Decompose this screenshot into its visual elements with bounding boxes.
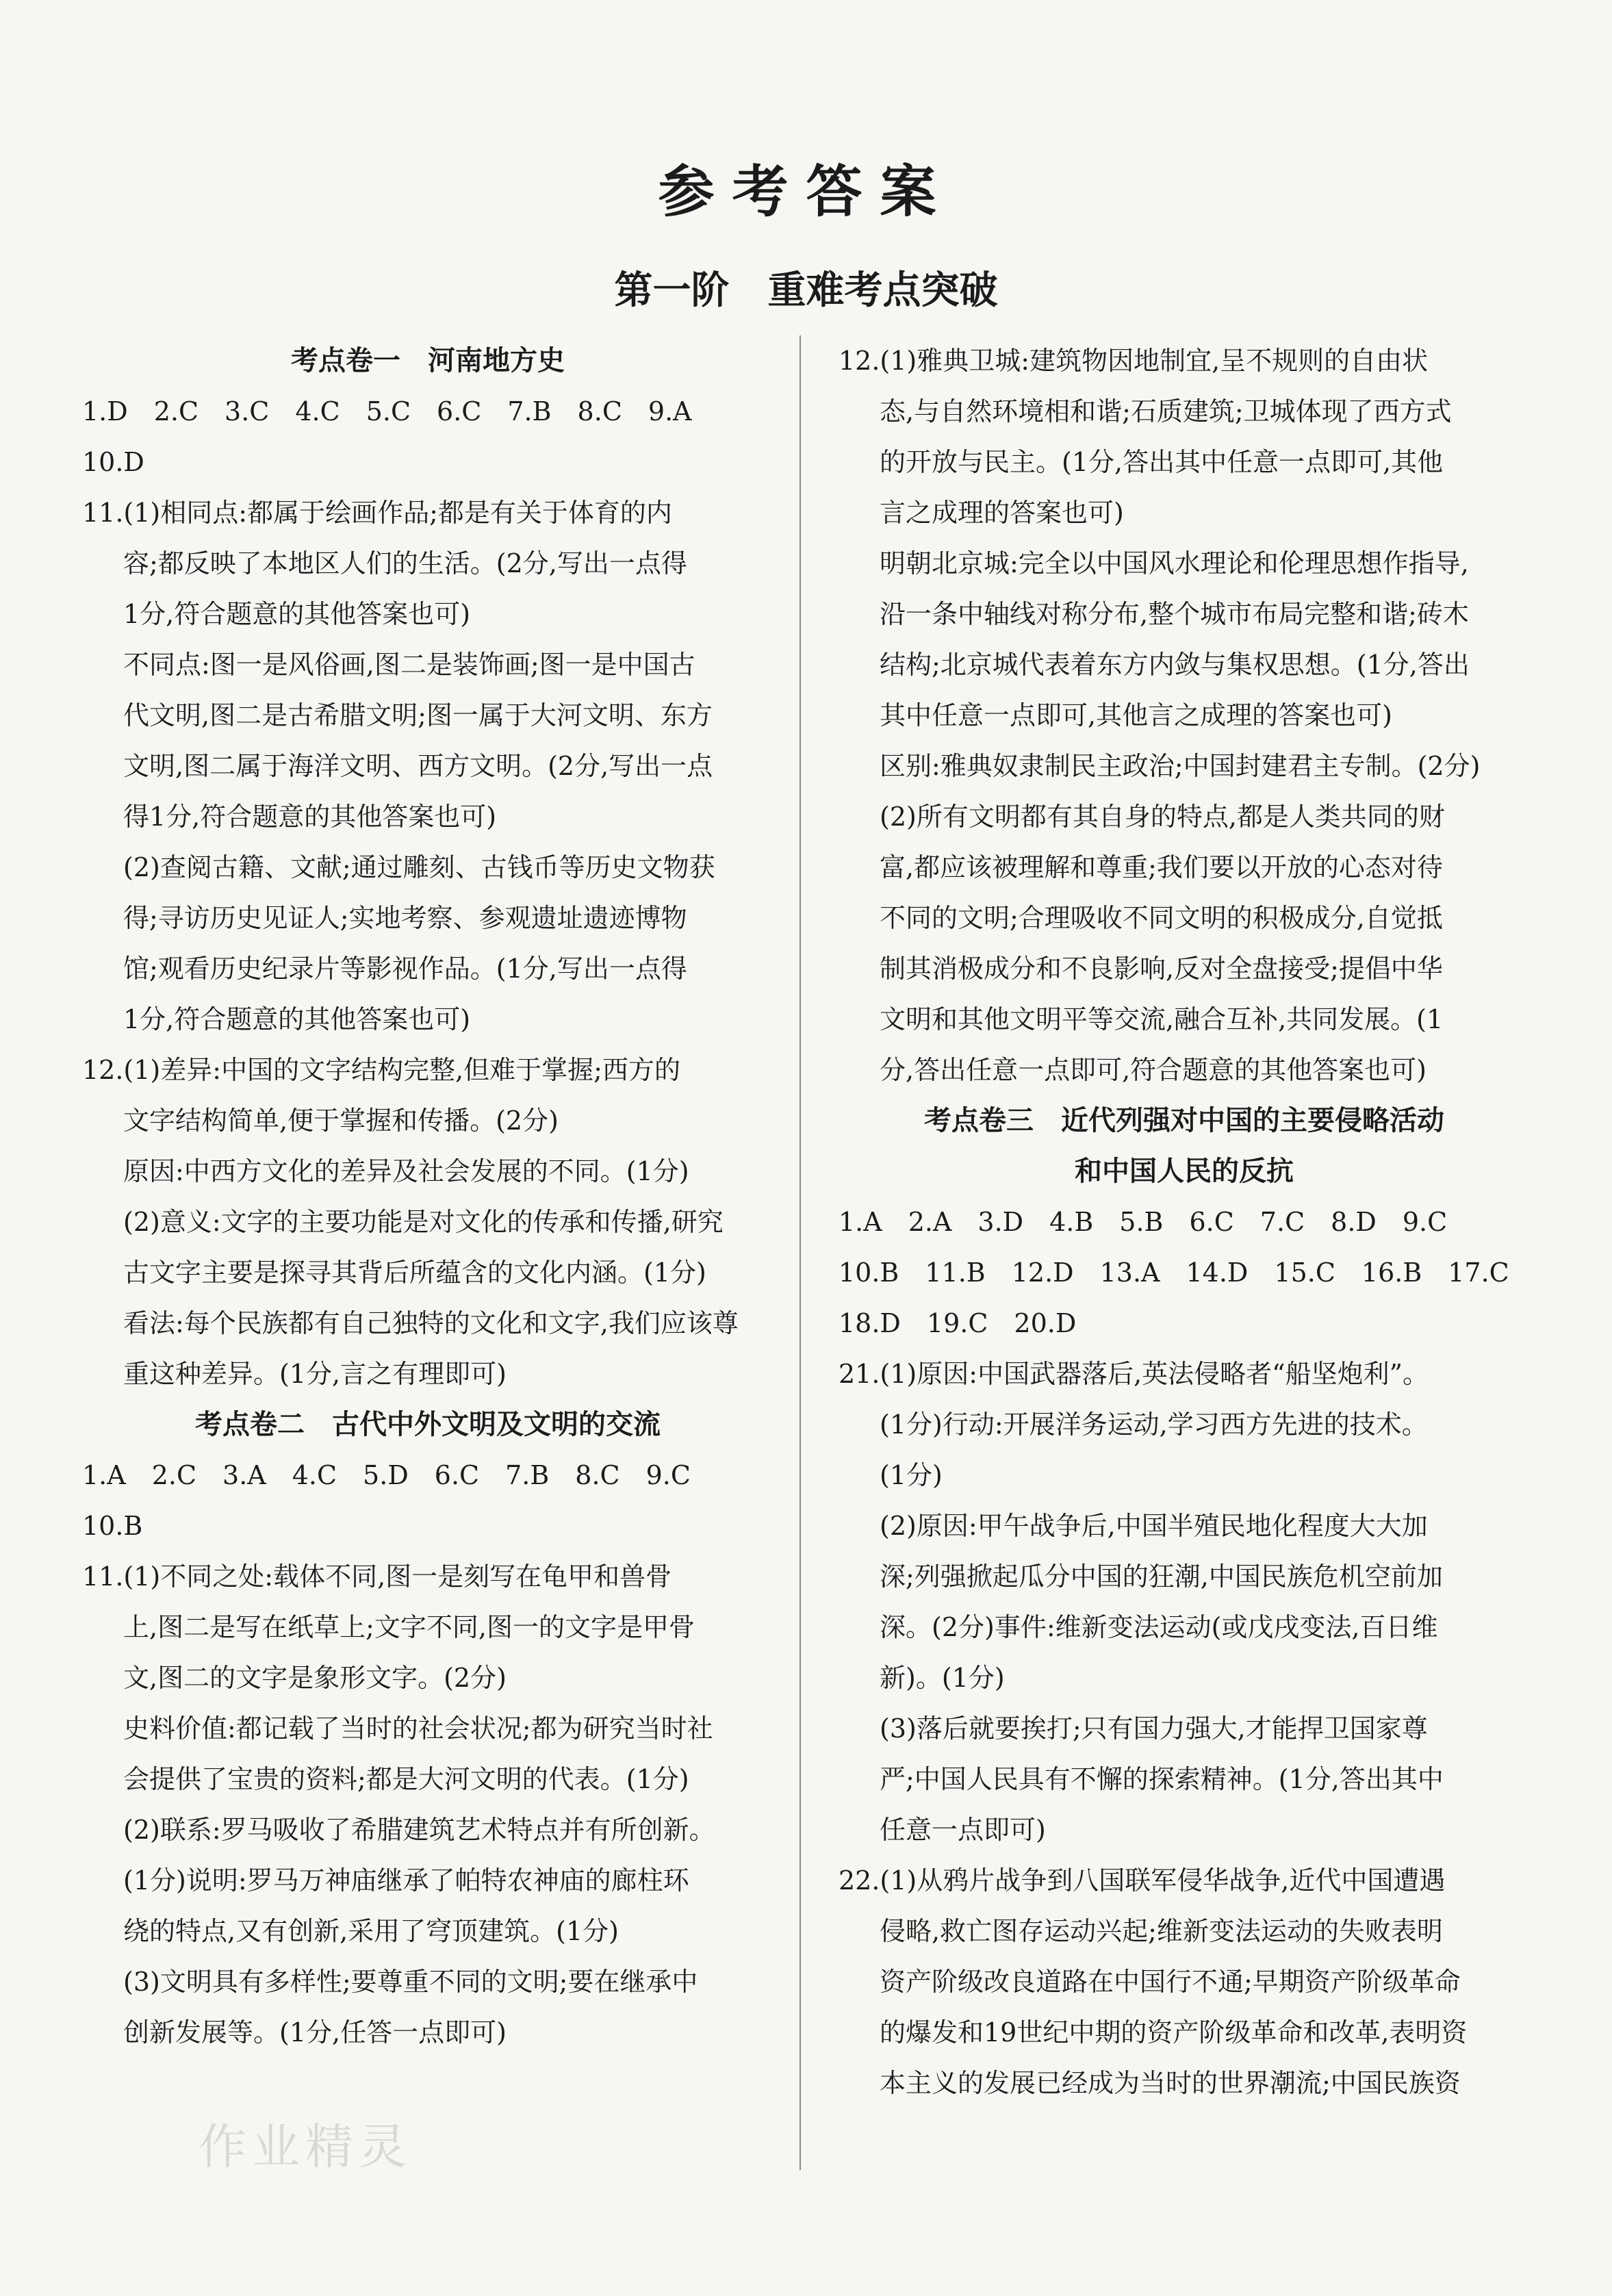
answer-line: 重这种差异。(1分,言之有理即可) bbox=[123, 1359, 507, 1389]
quiz-section-title: 考点卷三 近代列强对中国的主要侵略活动 bbox=[924, 1105, 1444, 1136]
answer-line: 绕的特点,又有创新,采用了穹顶建筑。(1分) bbox=[123, 1916, 619, 1946]
answer-line: 1.A 2.C 3.A 4.C 5.D 6.C 7.B 8.C 9.C bbox=[82, 1460, 691, 1490]
answer-line: 1.A 2.A 3.D 4.B 5.B 6.C 7.C 8.D 9.C bbox=[839, 1207, 1448, 1237]
quiz-section-title: 考点卷一 河南地方史 bbox=[291, 345, 565, 377]
answer-line: 11.(1)相同点:都属于绘画作品;都是有关于体育的内 bbox=[82, 498, 672, 528]
quiz-section-title: 考点卷二 古代中外文明及文明的交流 bbox=[195, 1409, 661, 1440]
answer-line: 11.(1)不同之处:载体不同,图一是刻写在龟甲和兽骨 bbox=[82, 1561, 672, 1592]
answer-line: 其中任意一点即可,其他言之成理的答案也可) bbox=[880, 700, 1392, 730]
answer-line: 1分,符合题意的其他答案也可) bbox=[123, 1004, 471, 1034]
quiz-section-title: 和中国人民的反抗 bbox=[1075, 1156, 1294, 1187]
answer-line: 10.D bbox=[82, 447, 144, 477]
answer-line: 侵略,救亡图存运动兴起;维新变法运动的失败表明 bbox=[880, 1916, 1443, 1946]
answer-line: 文明,图二属于海洋文明、西方文明。(2分,写出一点 bbox=[123, 751, 713, 781]
answer-line: 会提供了宝贵的资料;都是大河文明的代表。(1分) bbox=[123, 1764, 689, 1794]
answer-line: 明朝北京城:完全以中国风水理论和伦理思想作指导, bbox=[880, 548, 1469, 578]
answer-line: 1.D 2.C 3.C 4.C 5.C 6.C 7.B 8.C 9.A bbox=[82, 396, 692, 426]
answer-line: (2)原因:甲午战争后,中国半殖民地化程度大大加 bbox=[880, 1511, 1428, 1541]
answer-line: 本主义的发展已经成为当时的世界潮流;中国民族资 bbox=[880, 2068, 1461, 2098]
answer-line: 22.(1)从鸦片战争到八国联军侵华战争,近代中国遭遇 bbox=[839, 1865, 1446, 1896]
answer-line: (2)联系:罗马吸收了希腊建筑艺术特点并有所创新。 bbox=[123, 1815, 715, 1845]
answer-line: (3)落后就要挨打;只有国力强大,才能捍卫国家尊 bbox=[880, 1713, 1428, 1744]
answer-line: 严;中国人民具有不懈的探索精神。(1分,答出其中 bbox=[880, 1764, 1444, 1794]
answer-line: 不同的文明;合理吸收不同文明的积极成分,自觉抵 bbox=[880, 903, 1443, 933]
answer-line: 态,与自然环境相和谐;石质建筑;卫城体现了西方式 bbox=[880, 396, 1452, 426]
answer-line: 12.(1)差异:中国的文字结构完整,但难于掌握;西方的 bbox=[82, 1055, 680, 1085]
answer-line: 看法:每个民族都有自己独特的文化和文字,我们应该尊 bbox=[123, 1308, 739, 1338]
answer-line: 富,都应该被理解和尊重;我们要以开放的心态对待 bbox=[880, 852, 1443, 882]
answer-line: 沿一条中轴线对称分布,整个城市布局完整和谐;砖木 bbox=[880, 599, 1469, 629]
answer-line: 文字结构简单,便于掌握和传播。(2分) bbox=[123, 1106, 559, 1136]
answer-line: 的爆发和19世纪中期的资产阶级革命和改革,表明资 bbox=[880, 2017, 1468, 2048]
left-column bbox=[82, 335, 773, 2058]
answer-line: 1分,符合题意的其他答案也可) bbox=[123, 599, 471, 629]
answer-line: 古文字主要是探寻其背后所蕴含的文化内涵。(1分) bbox=[123, 1258, 706, 1288]
answer-line: 10.B bbox=[82, 1511, 143, 1541]
answer-line: 言之成理的答案也可) bbox=[880, 498, 1124, 528]
watermark: 作业精灵 bbox=[199, 2119, 412, 2175]
answer-line: 原因:中西方文化的差异及社会发展的不同。(1分) bbox=[123, 1156, 689, 1186]
answer-line: 得;寻访历史见证人;实地考察、参观遗址遗迹博物 bbox=[123, 903, 687, 933]
column-divider bbox=[799, 335, 801, 2170]
answer-line: 深;列强掀起瓜分中国的狂潮,中国民族危机空前加 bbox=[880, 1561, 1443, 1592]
answer-line: 资产阶级改良道路在中国行不通;早期资产阶级革命 bbox=[880, 1967, 1461, 1997]
answer-line: 文,图二的文字是象形文字。(2分) bbox=[123, 1663, 507, 1693]
section-heading: 第一阶 重难考点突破 bbox=[614, 268, 998, 313]
answer-line: 容;都反映了本地区人们的生活。(2分,写出一点得 bbox=[123, 548, 687, 578]
answer-line: 制其消极成分和不良影响,反对全盘接受;提倡中华 bbox=[880, 954, 1443, 984]
answer-line: 18.D 19.C 20.D bbox=[839, 1308, 1077, 1338]
answer-line: (1分) bbox=[880, 1460, 943, 1490]
answer-line: 21.(1)原因:中国武器落后,英法侵略者“船坚炮利”。 bbox=[839, 1359, 1429, 1389]
answer-line: 新)。(1分) bbox=[880, 1663, 1005, 1693]
answer-line: 不同点:图一是风俗画,图二是装饰画;图一是中国古 bbox=[123, 650, 695, 680]
answer-line: (3)文明具有多样性;要尊重不同的文明;要在继承中 bbox=[123, 1967, 698, 1997]
answer-line: (2)查阅古籍、文献;通过雕刻、古钱币等历史文物获 bbox=[123, 852, 715, 882]
answer-line: 文明和其他文明平等交流,融合互补,共同发展。(1 bbox=[880, 1004, 1444, 1034]
answer-line: (2)意义:文字的主要功能是对文化的传承和传播,研究 bbox=[123, 1207, 724, 1237]
answer-line: (1分)说明:罗马万神庙继承了帕特农神庙的廊柱环 bbox=[123, 1865, 689, 1896]
answer-line: 区别:雅典奴隶制民主政治;中国封建君主专制。(2分) bbox=[880, 751, 1481, 781]
answer-line: 代文明,图二是古希腊文明;图一属于大河文明、东方 bbox=[123, 700, 713, 730]
answer-line: 12.(1)雅典卫城:建筑物因地制宜,呈不规则的自由状 bbox=[839, 346, 1429, 376]
answer-line: 分,答出任意一点即可,符合题意的其他答案也可) bbox=[880, 1055, 1427, 1085]
answer-line: (1分)行动:开展洋务运动,学习西方先进的技术。 bbox=[880, 1410, 1428, 1440]
answer-line: (2)所有文明都有其自身的特点,都是人类共同的财 bbox=[880, 802, 1445, 832]
answer-line: 结构;北京城代表着东方内敛与集权思想。(1分,答出 bbox=[880, 650, 1470, 680]
answer-line: 上,图二是写在纸草上;文字不同,图一的文字是甲骨 bbox=[123, 1612, 695, 1642]
answer-line: 深。(2分)事件:维新变法运动(或戊戌变法,百日维 bbox=[880, 1612, 1438, 1642]
answer-line: 得1分,符合题意的其他答案也可) bbox=[123, 802, 497, 832]
page-title: 参考答案 bbox=[658, 160, 954, 225]
answer-line: 创新发展等。(1分,任答一点即可) bbox=[123, 2017, 507, 2048]
answer-line: 10.B 11.B 12.D 13.A 14.D 15.C 16.B 17.C bbox=[839, 1258, 1509, 1288]
answer-line: 馆;观看历史纪录片等影视作品。(1分,写出一点得 bbox=[123, 954, 687, 984]
answer-line: 史料价值:都记载了当时的社会状况;都为研究当时社 bbox=[123, 1713, 713, 1744]
answer-line: 的开放与民主。(1分,答出其中任意一点即可,其他 bbox=[880, 447, 1444, 477]
right-column bbox=[839, 335, 1530, 2108]
answer-line: 任意一点即可) bbox=[880, 1815, 1046, 1845]
